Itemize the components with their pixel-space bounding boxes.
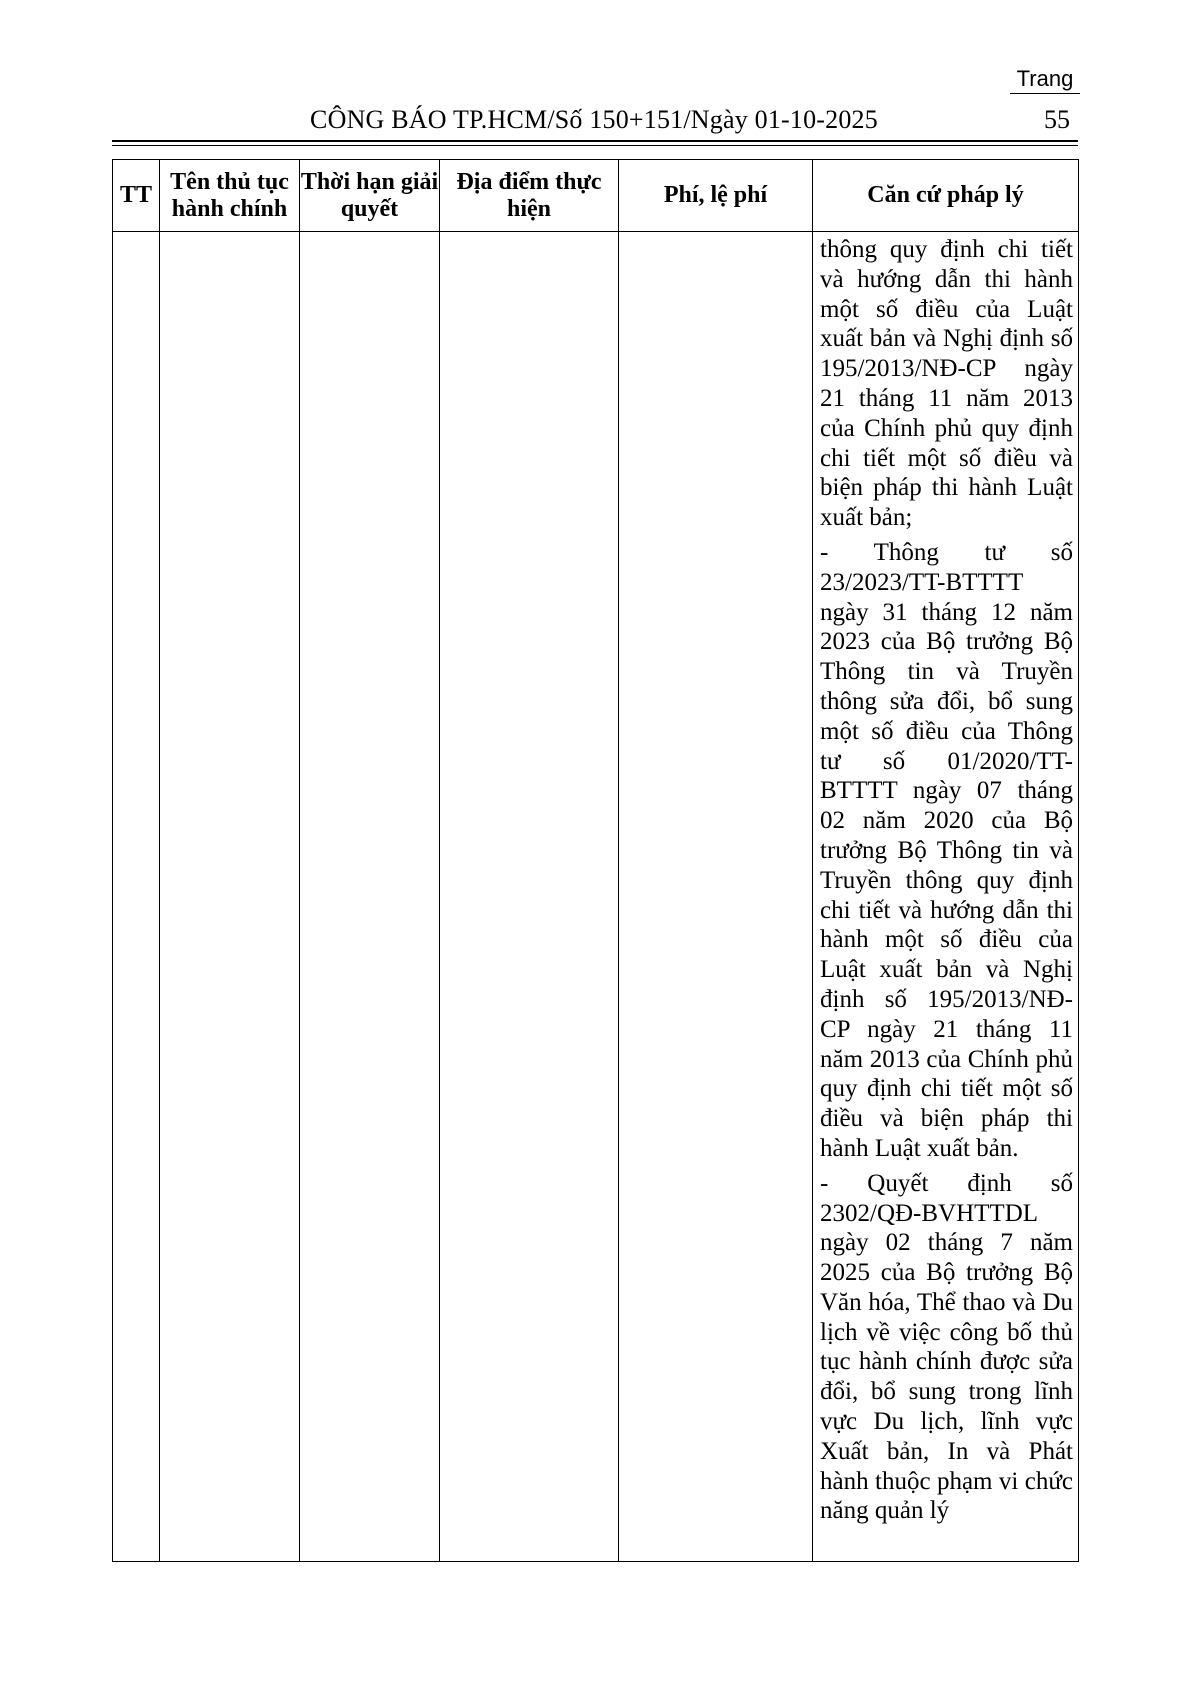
table-row: [113, 232, 1079, 1562]
page-label-block: [1010, 66, 1080, 94]
cell-location: [440, 232, 619, 1562]
col-header-location: Địa điểm thực hiện: [440, 160, 619, 232]
col-header-processing-time: Thời hạn giải quyết: [300, 160, 440, 232]
gazette-header: [112, 103, 1076, 137]
col-header-tt: TT: [113, 160, 160, 232]
legal-basis-paragraph: thông quy định chi tiết và hướng dẫn thi hành một số điều của Luật xuất bản và Nghị định số 195/2013/NĐ-CP ngày 21 tháng 11 năm 2013 của Chính phủ quy định chi tiết một số điều và biện pháp thi hành Luật xuất bản;: [820, 236, 1073, 532]
cell-tt: [113, 232, 160, 1562]
header-rule-thin: [112, 145, 1078, 146]
col-header-fees: Phí, lệ phí: [619, 160, 813, 232]
header-rule-thick: [112, 140, 1078, 142]
page-number: 55: [1044, 105, 1070, 134]
cell-processing-time: [300, 232, 440, 1562]
legal-basis-paragraph: - Quyết định số 2302/QĐ-BVHTTDL ngày 02 tháng 7 năm 2025 của Bộ trưởng Bộ Văn hóa, Thể thao và Du lịch về việc công bố thủ tục hành chính được sửa đổi, bổ sung trong lĩnh vực Du lịch, lĩnh vực Xuất bản, In và Phát hành thuộc phạm vi chức năng quản lý: [820, 1169, 1073, 1525]
gazette-title: CÔNG BÁO TP.HCM/Số 150+151/Ngày 01-10-2025: [310, 105, 878, 134]
table-header-row: [113, 160, 1079, 232]
procedure-table: [112, 159, 1079, 1562]
page-label: Trang: [1010, 66, 1080, 94]
cell-legal-basis: [813, 232, 1079, 1562]
col-header-procedure-name: Tên thủ tục hành chính: [160, 160, 300, 232]
cell-fees: [619, 232, 813, 1562]
legal-basis-paragraph: - Thông tư số 23/2023/TT-BTTTT ngày 31 tháng 12 năm 2023 của Bộ trưởng Bộ Thông tin và Truyền thông sửa đổi, bổ sung một số điều của Thông tư số 01/2020/TT-BTTTT ngày 07 tháng 02 năm 2020 của Bộ trưởng Bộ Thông tin và Truyền thông quy định chi tiết và hướng dẫn thi hành một số điều của Luật xuất bản và Nghị định số 195/2013/NĐ-CP ngày 21 tháng 11 năm 2013 của Chính phủ quy định chi tiết một số điều và biện pháp thi hành Luật xuất bản.: [820, 538, 1073, 1162]
col-header-legal-basis: Căn cứ pháp lý: [813, 160, 1079, 232]
cell-procedure-name: [160, 232, 300, 1562]
